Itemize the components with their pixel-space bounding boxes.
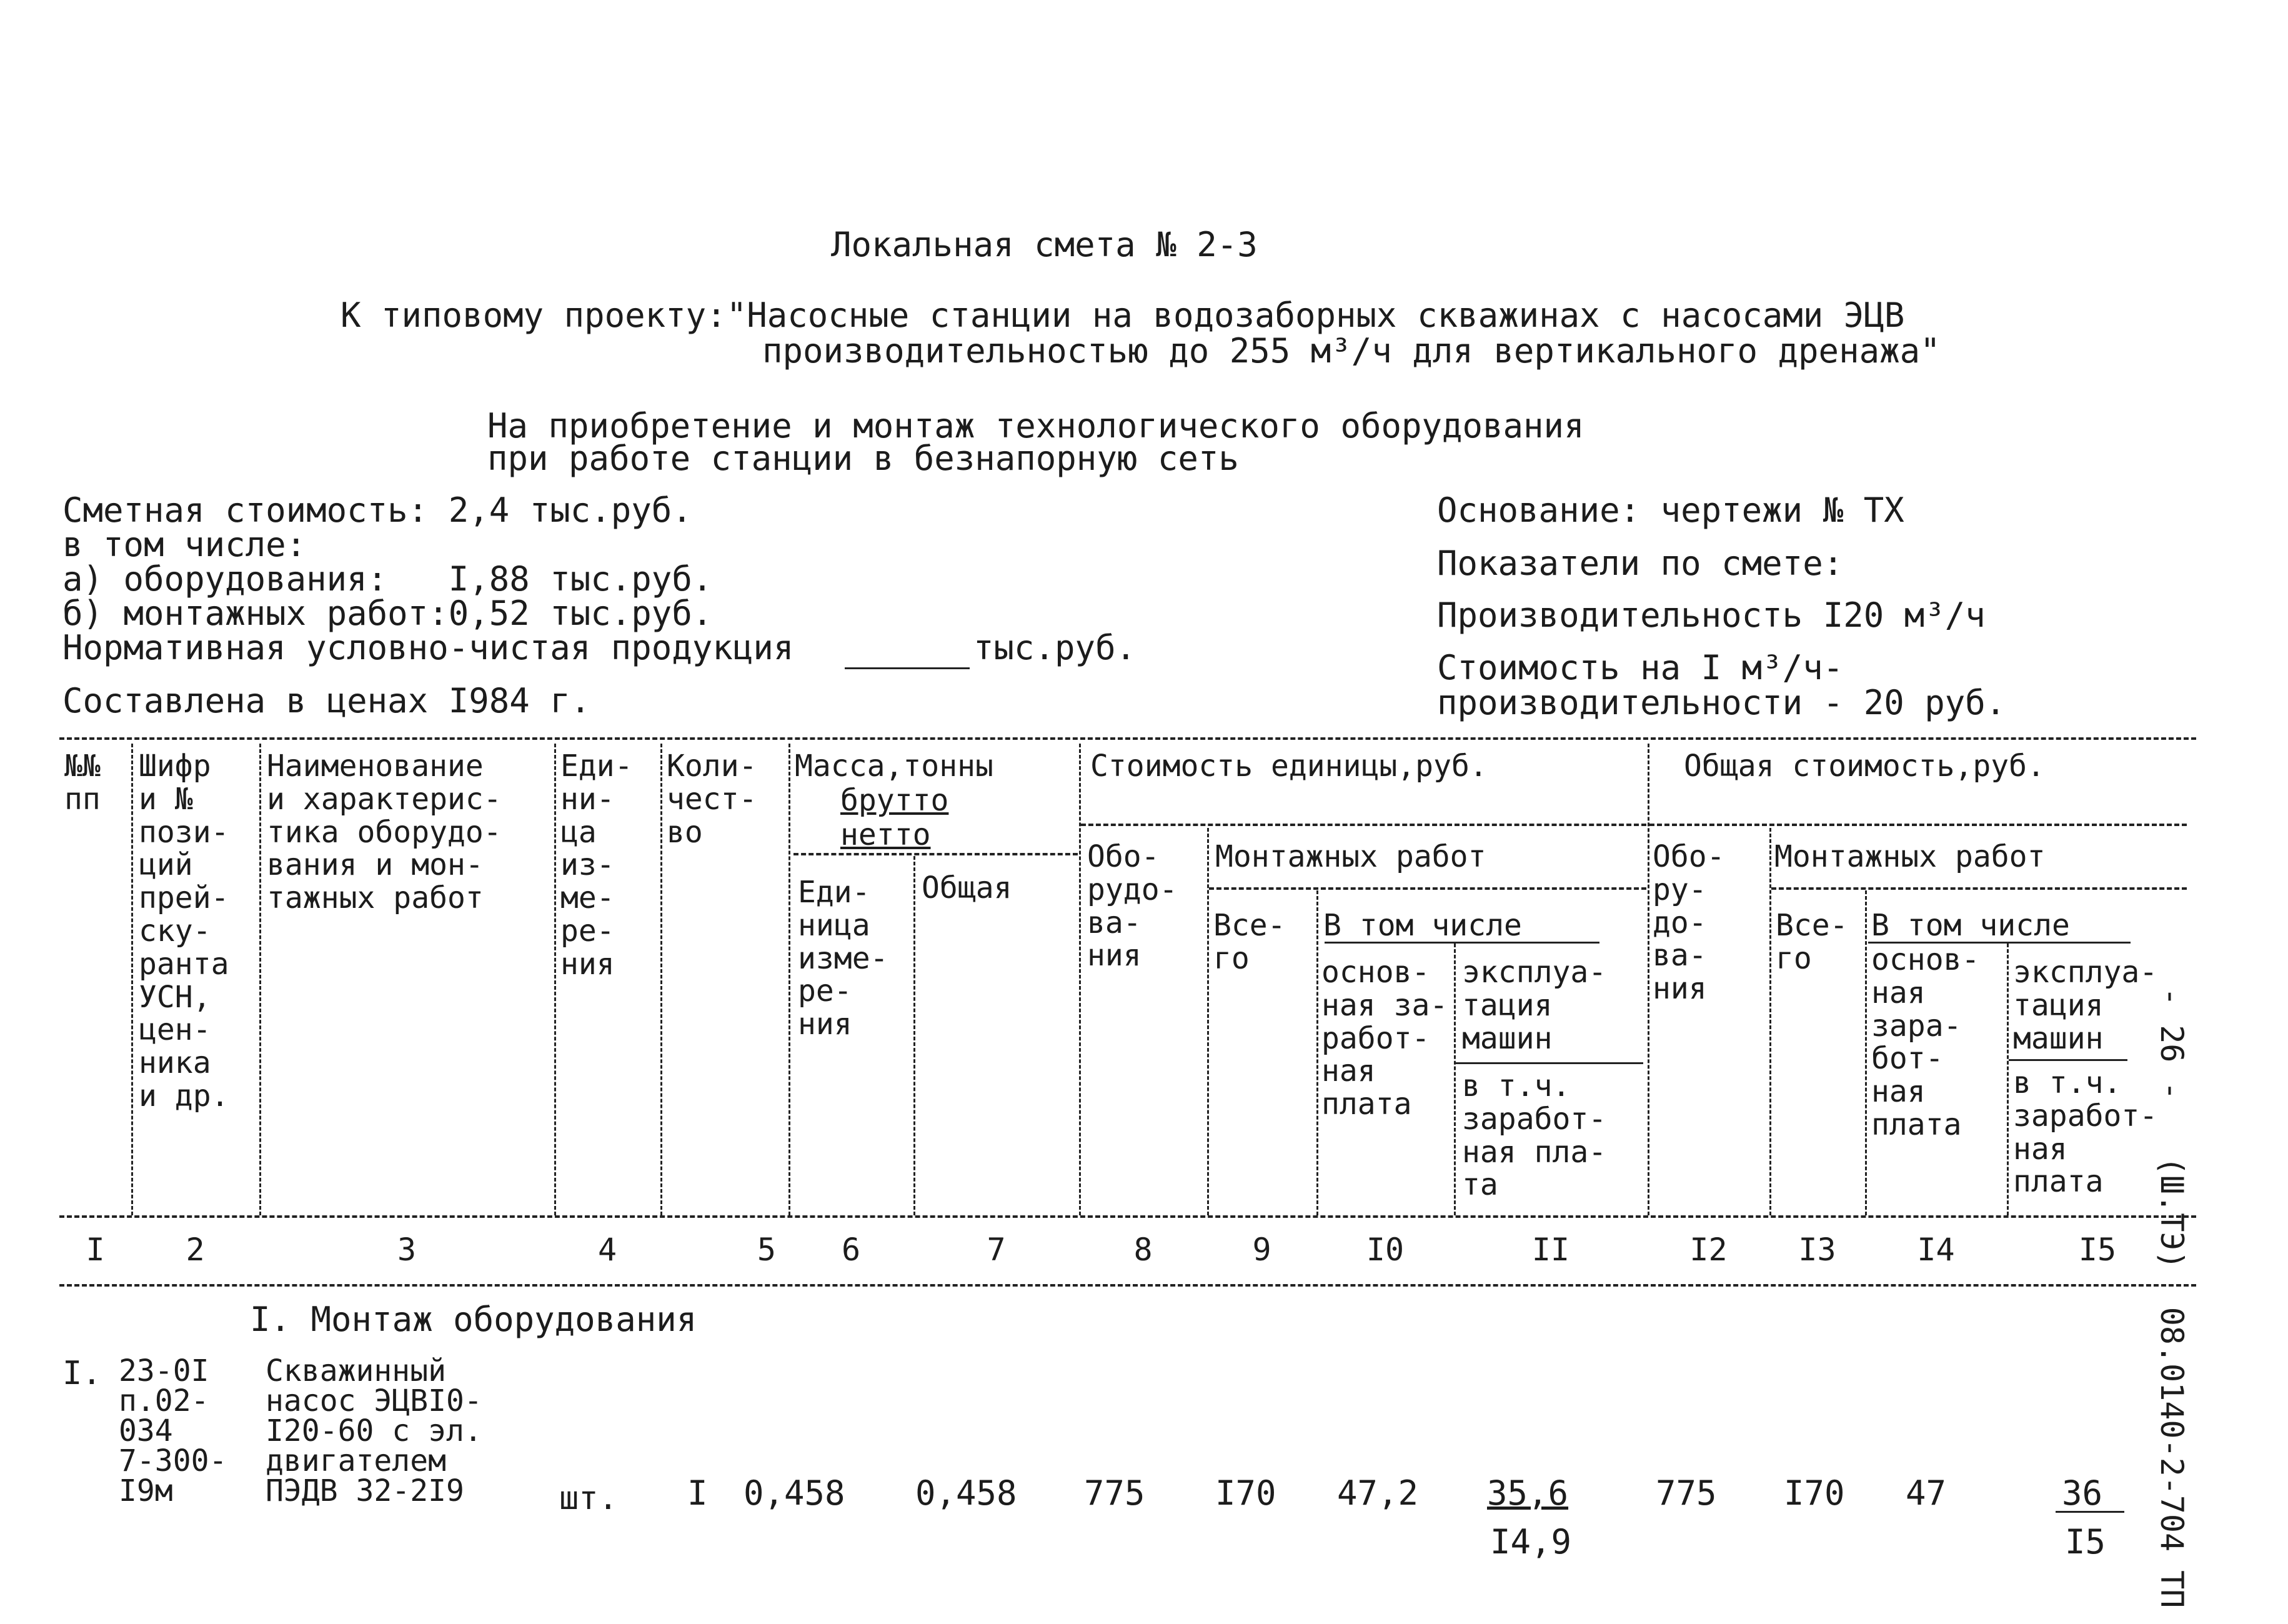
header-total-cost-title: Общая стоимость,руб. — [1684, 749, 2045, 784]
header-unit-install: Монтажных работ — [1215, 839, 1486, 874]
column-number: 6 — [841, 1232, 861, 1268]
header-unit: Еди- ни- ца из- ме- ре- ния — [560, 749, 633, 982]
header-total-machines: эксплуа- тация машин — [2013, 955, 2158, 1056]
row-name: Скважинный насос ЭЦВI0- I20-60 с эл. двигателем ПЭДВ 32-2I9 — [266, 1353, 482, 1508]
row-total-machines-wage: I5 — [2065, 1522, 2106, 1562]
col-rule-8 — [1207, 828, 1209, 1215]
estimated-cost: Сметная стоимость: 2,4 тыс.руб. — [62, 491, 692, 530]
unit-cost-line-1: Стоимость на I м³/ч- — [1437, 648, 1844, 687]
column-number: I — [86, 1232, 105, 1268]
header-bottom-rule — [59, 1215, 2196, 1218]
installation-cost: б) монтажных работ:0,52 тыс.руб. — [62, 594, 713, 633]
row-mass-total: 0,458 — [915, 1473, 1017, 1513]
column-number: 7 — [987, 1232, 1006, 1268]
header-mass-unit: Еди- ница изме- ре- ния — [798, 875, 888, 1042]
document-title: Локальная смета № 2-3 — [831, 225, 1258, 264]
header-row-number: №№ пп — [64, 749, 101, 817]
header-mass-gross: брутто — [840, 783, 949, 818]
col-rule-7 — [1079, 744, 1081, 1215]
project-line-2: производительностью до 255 м³/ч для вертикального дренажа" — [762, 331, 1941, 371]
total-machines-rule — [2009, 1059, 2127, 1061]
header-unit-machines-wage: в т.ч. заработ- ная пла- та — [1462, 1069, 1607, 1203]
col-rule-3 — [554, 744, 556, 1215]
column-number: 5 — [757, 1232, 776, 1268]
row-unit: шт. — [559, 1480, 618, 1517]
side-stamp: - 26 - (Ш.ТЭ) 08.0140-2-704 ТП — [2154, 987, 2190, 1608]
column-number: I3 — [1798, 1232, 1836, 1268]
header-total-incl: В том числе — [1871, 908, 2070, 943]
header-quantity: Коли- чест- во — [667, 749, 757, 850]
col-rule-1 — [131, 744, 133, 1215]
total-cost-subrule — [1649, 824, 2187, 826]
table-top-rule — [59, 737, 2196, 740]
normative-prefix: Нормативная условно-чистая продукция — [62, 628, 794, 667]
row-code: 23-0I п.02- 034 7-300- I9м — [119, 1353, 227, 1508]
header-unit-cost-title: Стоимость единицы,руб. — [1090, 749, 1488, 784]
row-total-equipment: 775 — [1656, 1473, 1717, 1513]
unit-install-subrule — [1209, 887, 1646, 890]
row-total-machines: 36 — [2062, 1473, 2103, 1513]
column-number: 9 — [1252, 1232, 1271, 1268]
header-total-machines-wage: в т.ч. заработ- ная плата — [2013, 1065, 2158, 1200]
header-unit-machines: эксплуа- тация машин — [1462, 955, 1607, 1056]
column-number: I5 — [2078, 1232, 2117, 1268]
row-total-wage: 47 — [1906, 1473, 1947, 1513]
prices-year: Составлена в ценах I984 г. — [62, 681, 591, 720]
col-rule-13 — [1865, 890, 1867, 1215]
column-number: I0 — [1366, 1232, 1405, 1268]
row-quantity: I — [687, 1473, 708, 1513]
header-total-install-total: Все- го — [1776, 908, 1848, 976]
header-unit-wage: основ- ная за- работ- ная плата — [1321, 955, 1448, 1122]
equipment-cost: а) оборудования: I,88 тыс.руб. — [62, 559, 713, 599]
row-unit-wage: 47,2 — [1337, 1473, 1419, 1513]
header-mass-total: Общая — [922, 870, 1012, 905]
column-number: II — [1531, 1232, 1570, 1268]
row-unit-machines-wage: I4,9 — [1490, 1522, 1572, 1562]
header-mass-title: Масса,тонны — [795, 749, 993, 784]
header-name: Наименование и характерис- тика оборудо- вания и мон- тажных работ — [267, 749, 502, 916]
col-rule-6 — [913, 856, 915, 1215]
indicators-label: Показатели по смете: — [1437, 544, 1844, 583]
col-rule-9 — [1316, 890, 1318, 1215]
row-unit-install-total: I70 — [1215, 1473, 1276, 1513]
column-number: 2 — [186, 1232, 205, 1268]
col-rule-14 — [2007, 944, 2009, 1215]
row-number: I. — [62, 1355, 102, 1392]
col-rule-10 — [1454, 944, 1456, 1215]
section-title: I. Монтаж оборудования — [250, 1300, 697, 1339]
row-total-machines-fraction-rule — [2056, 1511, 2124, 1513]
header-unit-incl: В том числе — [1323, 908, 1522, 943]
total-install-subrule — [1771, 887, 2187, 890]
unit-cost-line-2: производительности - 20 руб. — [1437, 683, 2006, 722]
header-unit-install-total: Все- го — [1213, 908, 1286, 976]
project-line-1: К типовому проекту:"Насосные станции на водозаборных скважинах с насосами ЭЦВ — [341, 296, 1905, 335]
header-total-equipment: Обо- ру- до- ва- ния — [1653, 839, 1725, 1007]
unit-machines-rule — [1456, 1062, 1643, 1064]
header-code: Шифр и № пози- ций прей- ску- ранта УСН, цен- ника и др. — [139, 749, 229, 1113]
column-number: I4 — [1917, 1232, 1955, 1268]
col-rule-4 — [660, 744, 662, 1215]
purpose-line-1: На приобретение и монтаж технологического оборудования — [487, 406, 1584, 446]
column-number: 3 — [397, 1232, 417, 1268]
col-rule-5 — [788, 744, 790, 1215]
column-number: 4 — [597, 1232, 617, 1268]
column-number: 8 — [1133, 1232, 1153, 1268]
row-unit-equipment: 775 — [1084, 1473, 1145, 1513]
row-total-install: I70 — [1784, 1473, 1845, 1513]
header-mass-net: нетто — [840, 817, 931, 852]
col-rule-11 — [1648, 744, 1649, 1215]
basis-drawings: Основание: чертежи № ТХ — [1437, 491, 1904, 530]
header-unit-equipment: Обо- рудо- ва- ния — [1087, 839, 1178, 974]
column-number: I2 — [1689, 1232, 1728, 1268]
row-unit-machines: 35,6 — [1487, 1473, 1569, 1513]
row-mass-unit: 0,458 — [744, 1473, 845, 1513]
header-total-install: Монтажных работ — [1774, 839, 2046, 874]
including-label: в том числе: — [62, 525, 307, 564]
column-numbers-rule — [59, 1284, 2196, 1287]
purpose-line-2: при работе станции в безнапорную сеть — [487, 439, 1239, 478]
normative-blank-line — [845, 667, 970, 669]
normative-suffix: тыс.руб. — [973, 628, 1137, 667]
col-rule-12 — [1769, 828, 1771, 1215]
mass-subrule — [793, 853, 1078, 855]
header-total-wage: основ- ная зара- бот- ная плата — [1871, 942, 1980, 1142]
capacity-indicator: Производительность I20 м³/ч — [1437, 595, 1986, 635]
unit-cost-subrule — [1081, 824, 1646, 826]
col-rule-2 — [259, 744, 261, 1215]
